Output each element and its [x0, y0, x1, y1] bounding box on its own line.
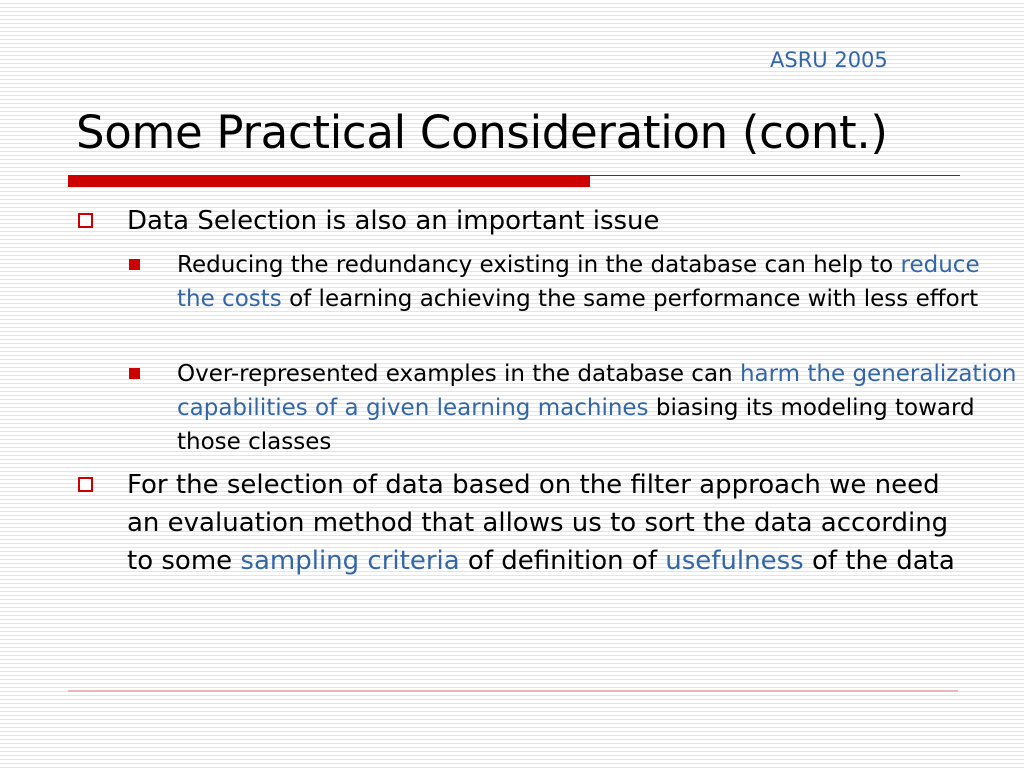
- sub-bullet-1-2-rest: biasing its modeling toward those classes: [177, 395, 975, 455]
- sub-bullet-1-1-rest: of learning achieving the same performance with less effort: [281, 286, 979, 312]
- sub-bullet-1-1: [177, 248, 1017, 316]
- hollow-square-bullet-icon: [78, 477, 93, 492]
- sub-bullet-1-1-highlight: reduce the costs: [177, 252, 980, 312]
- sub-bullet-1-2-text: Over-represented examples in the database can: [177, 361, 740, 387]
- bullet-2: [127, 466, 977, 580]
- hollow-square-bullet-icon: [78, 213, 93, 228]
- title-underline-thin: [590, 175, 960, 176]
- sub-bullet-1-2: [177, 357, 1017, 459]
- bullet-1-text: Data Selection is also an important issue: [127, 206, 660, 236]
- bullet-2-highlight-usefulness: usefulness: [665, 546, 804, 576]
- filled-square-bullet-icon: [129, 368, 140, 379]
- sub-bullet-1-1-text: Reducing the redundancy existing in the database can help to: [177, 252, 901, 278]
- bullet-2-highlight-sampling: sampling criteria: [240, 546, 460, 576]
- title-underline-thick: [68, 175, 590, 187]
- sub-bullet-1-2-highlight: harm the generalization capabilities of a given learning machines: [177, 361, 1017, 421]
- footer-divider: [68, 690, 958, 692]
- conference-label: ASRU 2005: [770, 48, 888, 72]
- bullet-2-text-mid: of definition of: [459, 546, 666, 576]
- bullet-2-text-end: of the data: [803, 546, 955, 576]
- bullet-2-text: For the selection of data based on the filter approach we need an evaluation method that allows us to sort the data according to some: [127, 470, 949, 576]
- slide-title: Some Practical Consideration (cont.): [76, 106, 888, 159]
- filled-square-bullet-icon: [129, 259, 140, 270]
